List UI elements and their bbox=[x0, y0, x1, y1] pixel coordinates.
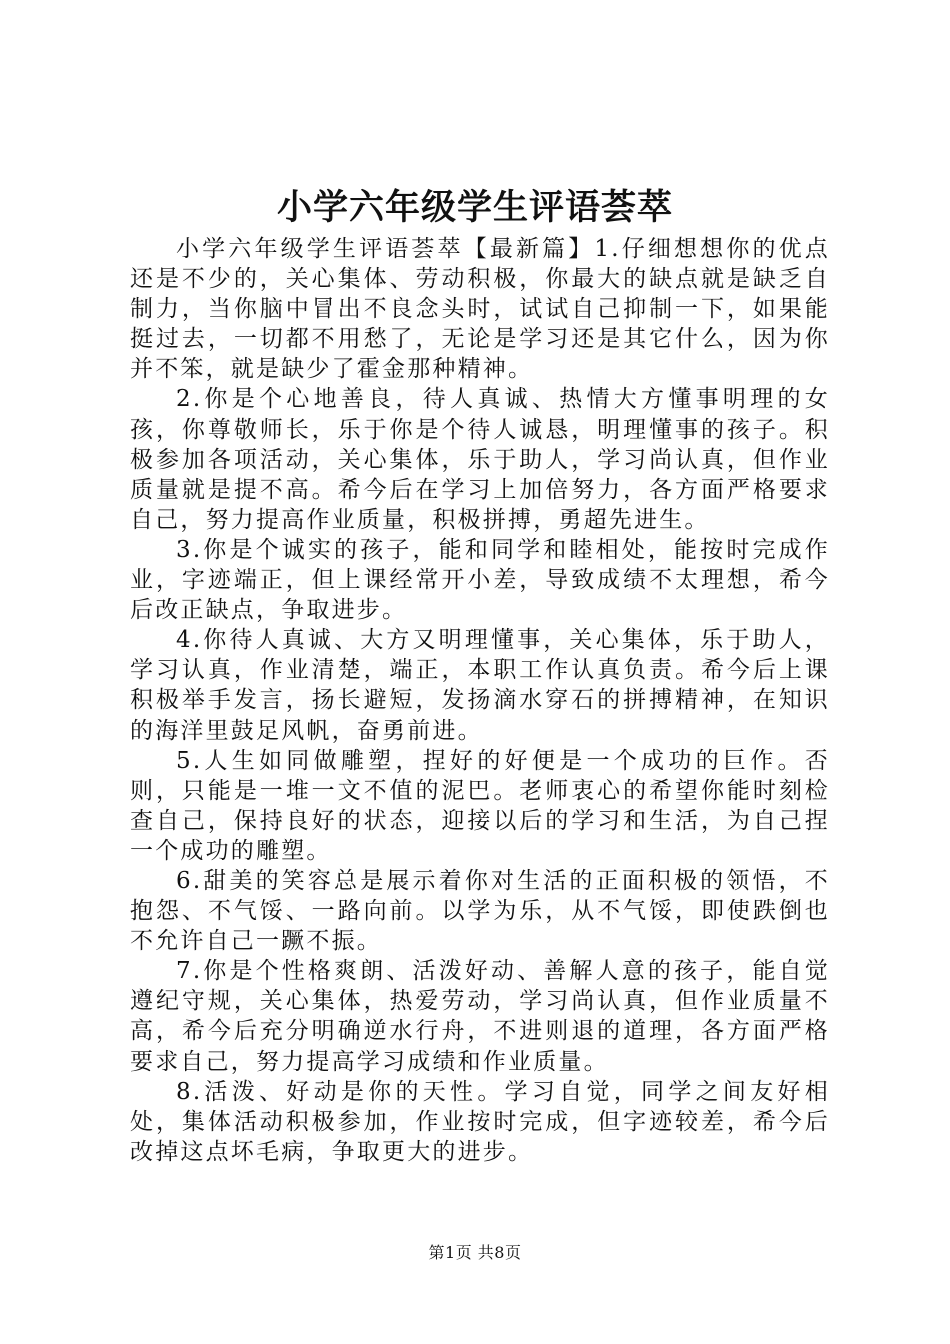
paragraph: 3.你是个诚实的孩子，能和同学和睦相处，能按时完成作业，字迹端正，但上课经常开小差，导致成绩不太理想，希今后改正缺点，争取进步。 bbox=[130, 536, 830, 624]
paragraph: 6.甜美的笑容总是展示着你对生活的正面积极的领悟，不抱怨、不气馁、一路向前。以学为乐，从不气馁，即使跌倒也不允许自己一蹶不振。 bbox=[130, 867, 830, 955]
page-title: 小学六年级学生评语荟萃 bbox=[276, 187, 673, 228]
paragraph: 2.你是个心地善良，待人真诚、热情大方懂事明理的女孩，你尊敬师长，乐于你是个待人诚恳，明理懂事的孩子。积极参加各项活动，关心集体，乐于助人，学习尚认真，但作业质量就是提不高。希今后在学习上加倍努力，各方面严格要求自己，努力提高作业质量，积极拼搏，勇超先进生。 bbox=[130, 386, 830, 533]
paragraph: 小学六年级学生评语荟萃【最新篇】1.仔细想想你的优点还是不少的，关心集体、劳动积极，你最大的缺点就是缺乏自制力，当你脑中冒出不良念头时，试试自己抑制一下，如果能挺过去，一切都不用愁了，无论是学习还是其它什么，因为你并不笨，就是缺少了霍金那种精神。 bbox=[130, 236, 830, 383]
document-body bbox=[130, 234, 830, 1167]
paragraph: 5.人生如同做雕塑，捏好的好便是一个成功的巨作。否则，只能是一堆一文不值的泥巴。老师衷心的希望你能时刻检查自己，保持良好的状态，迎接以后的学习和生活，为自己捏一个成功的雕塑。 bbox=[130, 747, 830, 864]
paragraph: 7.你是个性格爽朗、活泼好动、善解人意的孩子，能自觉遵纪守规，关心集体，热爱劳动，学习尚认真，但作业质量不高，希今后充分明确逆水行舟，不进则退的道理，各方面严格要求自己，努力提高学习成绩和作业质量。 bbox=[130, 958, 830, 1075]
paragraph: 8.活泼、好动是你的天性。学习自觉，同学之间友好相处，集体活动积极参加，作业按时完成，但字迹较差，希今后改掉这点坏毛病，争取更大的进步。 bbox=[130, 1078, 830, 1165]
page-number-footer: 第1页 共8页 bbox=[428, 1243, 522, 1262]
paragraph: 4.你待人真诚、大方又明理懂事，关心集体，乐于助人，学习认真，作业清楚，端正，本职工作认真负责。希今后上课积极举手发言，扬长避短，发扬滴水穿石的拼搏精神，在知识的海洋里鼓足风帆，奋勇前进。 bbox=[130, 627, 830, 744]
